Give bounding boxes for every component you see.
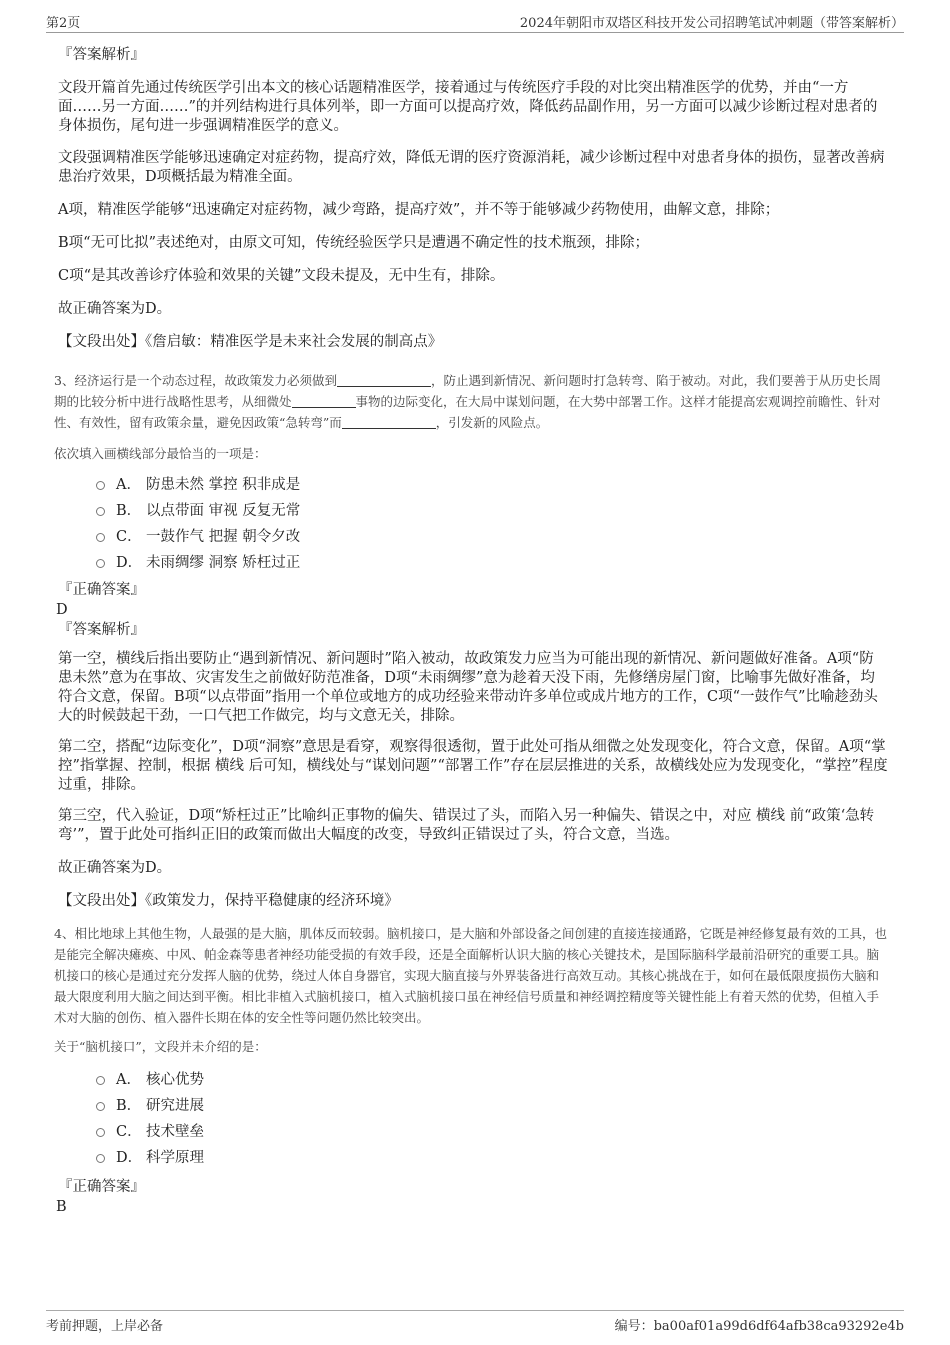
document-id: 编号：ba00af01a99d6df64afb38ca93292e4b xyxy=(614,1319,904,1334)
analysis-label: 『答案解析』 xyxy=(58,622,145,638)
source-citation: 【文段出处】《政策发力，保持平稳健康的经济环境》 xyxy=(58,893,399,909)
question-text-part: 3、经济运行是一个动态过程，故政策发力必须做到 xyxy=(54,373,337,388)
analysis-label: 『答案解析』 xyxy=(58,47,145,63)
correct-answer: D xyxy=(56,602,68,618)
fill-blank-2 xyxy=(292,393,356,408)
option-text: 科学原理 xyxy=(146,1150,204,1166)
page-header xyxy=(46,12,904,33)
radio-button-icon[interactable] xyxy=(96,533,105,542)
option-letter: A． xyxy=(116,477,141,493)
option-text: 以点带面 审视 反复无常 xyxy=(146,503,301,519)
radio-button-icon[interactable] xyxy=(96,1128,105,1137)
question-text-part: ，引发新的风险点。 xyxy=(435,415,549,430)
option-list xyxy=(96,1067,888,1171)
radio-button-icon[interactable] xyxy=(96,1154,105,1163)
option-b[interactable] xyxy=(96,498,888,524)
analysis-paragraph: 第一空，横线后指出要防止“遇到新情况、新问题时”陷入被动，故政策发力应当为可能出现的新情况、新问题做好准备。A项“防患未然”意为在事故、灾害发生之前做好防范准备，D项“未雨绸缪”意为趁着天没下雨，先修缮房屋门窗，比喻事先做好准备，均符合文意，保留。B项“以点带面”指用一个单位或地方的成功经验来带动许多单位或成片地方的工作，C项“一鼓作气”比喻趁劲头大的时候鼓起干劲，一口气把工作做完，均与文意无关，排除。 xyxy=(58,651,878,724)
analysis-paragraph: 文段强调精准医学能够迅速确定对症药物，提高疗效，降低无谓的医疗资源消耗，减少诊断过程中对患者身体的损伤，显著改善病患治疗效果，D项概括最为精准全面。 xyxy=(58,150,885,185)
option-letter: B． xyxy=(116,503,142,519)
option-d[interactable] xyxy=(96,1145,888,1171)
analysis-conclusion: 故正确答案为D。 xyxy=(58,860,172,876)
correct-answer-label: 『正确答案』 xyxy=(58,582,145,598)
correct-answer: B xyxy=(56,1199,67,1215)
document-title: 2024年朝阳市双塔区科技开发公司招聘笔试冲刺题（带答案解析） xyxy=(519,16,904,31)
option-text: 一鼓作气 把握 朝令夕改 xyxy=(146,529,301,545)
option-list xyxy=(96,472,888,576)
option-letter: A． xyxy=(116,1072,141,1088)
option-letter: D． xyxy=(116,1150,143,1166)
option-text: 研究进展 xyxy=(146,1098,204,1114)
question-text-part: ，防止遇到新情况、新问题时打急转弯、陷于被动。对此，我们要善于从历史长周期的比较分析中进行战略性思考，从细微处 xyxy=(54,373,881,409)
option-letter: C． xyxy=(116,1124,142,1140)
question-3-text xyxy=(54,370,888,433)
question-4-text: 4、相比地球上其他生物，人最强的是大脑，肌体反而较弱。脑机接口，是大脑和外部设备之间创建的直接连接通路，它既是神经修复最有效的工具，也是能完全解决瘫痪、中风、帕金森等患者神经功能受损的有效手段，还是全面解析认识大脑的核心关键技术，是国际脑科学最前沿研究的重要工具。脑机接口的核心是通过充分发挥人脑的优势，绕过人体自身器官，实现大脑直接与外界装备进行高效互动。其核心挑战在于，如何在最低限度损伤大脑和最大限度利用大脑之间达到平衡。相比非植入式脑机接口，植入式脑机接口虽在神经信号质量和神经调控精度等关键性能上有着天然的优势，但植入手术对大脑的创伤、植入器件长期在体的安全性等问题仍然比较突出。 xyxy=(54,926,887,1025)
option-text: 未雨绸缪 洞察 矫枉过正 xyxy=(146,555,301,571)
page-content xyxy=(54,46,888,1217)
fill-blank-1 xyxy=(337,372,431,387)
analysis-paragraph: B项“无可比拟”表述绝对，由原文可知，传统经验医学只是遭遇不确定性的技术瓶颈，排除； xyxy=(58,235,649,251)
page-number: 第2页 xyxy=(46,16,81,31)
radio-button-icon[interactable] xyxy=(96,559,105,568)
question-text-part: 事物的边际变化，在大局中谋划问题，在大势中部署工作。这样才能提高宏观调控前瞻性、针对性、有效性，留有政策余量，避免因政策“急转弯”而 xyxy=(54,394,881,430)
page-footer xyxy=(46,1310,904,1336)
analysis-paragraph: A项，精准医学能够“迅速确定对症药物，减少弯路，提高疗效”，并不等于能够减少药物使用，曲解文意，排除； xyxy=(58,202,780,218)
option-letter: B． xyxy=(116,1098,142,1114)
question-prompt: 依次填入画横线部分最恰当的一项是： xyxy=(54,446,267,461)
analysis-paragraph: 第二空，搭配“边际变化”，D项“洞察”意思是看穿，观察得很透彻，置于此处可指从细微之处发现变化，符合文意，保留。A项“掌控”指掌握、控制，根据 横线 后可知，横线处与“谋划问题”“部署工作”存在层层推进的关系，故横线处应为发现变化，“掌控”程度过重，排除。 xyxy=(58,739,888,793)
option-text: 核心优势 xyxy=(146,1072,204,1088)
option-b[interactable] xyxy=(96,1093,888,1119)
option-d[interactable] xyxy=(96,550,888,576)
analysis-paragraph: 第三空，代入验证，D项“矫枉过正”比喻纠正事物的偏失、错误过了头，而陷入另一种偏失、错误之中，对应 横线 前“政策‘急转弯’”，置于此处可指纠正旧的政策而做出大幅度的改变，导致纠正错误过了头，符合文意，当选。 xyxy=(58,808,875,843)
correct-answer-label: 『正确答案』 xyxy=(58,1179,145,1195)
question-prompt: 关于“脑机接口”，文段并未介绍的是： xyxy=(54,1039,267,1054)
radio-button-icon[interactable] xyxy=(96,481,105,490)
option-c[interactable] xyxy=(96,1119,888,1145)
fill-blank-3 xyxy=(342,414,436,429)
analysis-paragraph: 文段开篇首先通过传统医学引出本文的核心话题精准医学，接着通过与传统医疗手段的对比突出精准医学的优势，并由“一方面……另一方面……”的并列结构进行具体列举，即一方面可以提高疗效，降低药品副作用，另一方面可以减少诊断过程对患者的身体损伤，尾句进一步强调精准医学的意义。 xyxy=(58,80,878,134)
option-a[interactable] xyxy=(96,1067,888,1093)
radio-button-icon[interactable] xyxy=(96,1102,105,1111)
option-letter: D． xyxy=(116,555,143,571)
source-citation: 【文段出处】《詹启敏：精准医学是未来社会发展的制高点》 xyxy=(58,334,443,350)
footer-slogan: 考前押题，上岸必备 xyxy=(46,1319,164,1334)
radio-button-icon[interactable] xyxy=(96,507,105,516)
option-text: 防患未然 掌控 积非成是 xyxy=(146,477,301,493)
option-letter: C． xyxy=(116,529,142,545)
analysis-paragraph: C项“是其改善诊疗体验和效果的关键”文段未提及，无中生有，排除。 xyxy=(58,268,505,284)
option-c[interactable] xyxy=(96,524,888,550)
option-text: 技术壁垒 xyxy=(146,1124,204,1140)
option-a[interactable] xyxy=(96,472,888,498)
analysis-conclusion: 故正确答案为D。 xyxy=(58,301,172,317)
radio-button-icon[interactable] xyxy=(96,1076,105,1085)
